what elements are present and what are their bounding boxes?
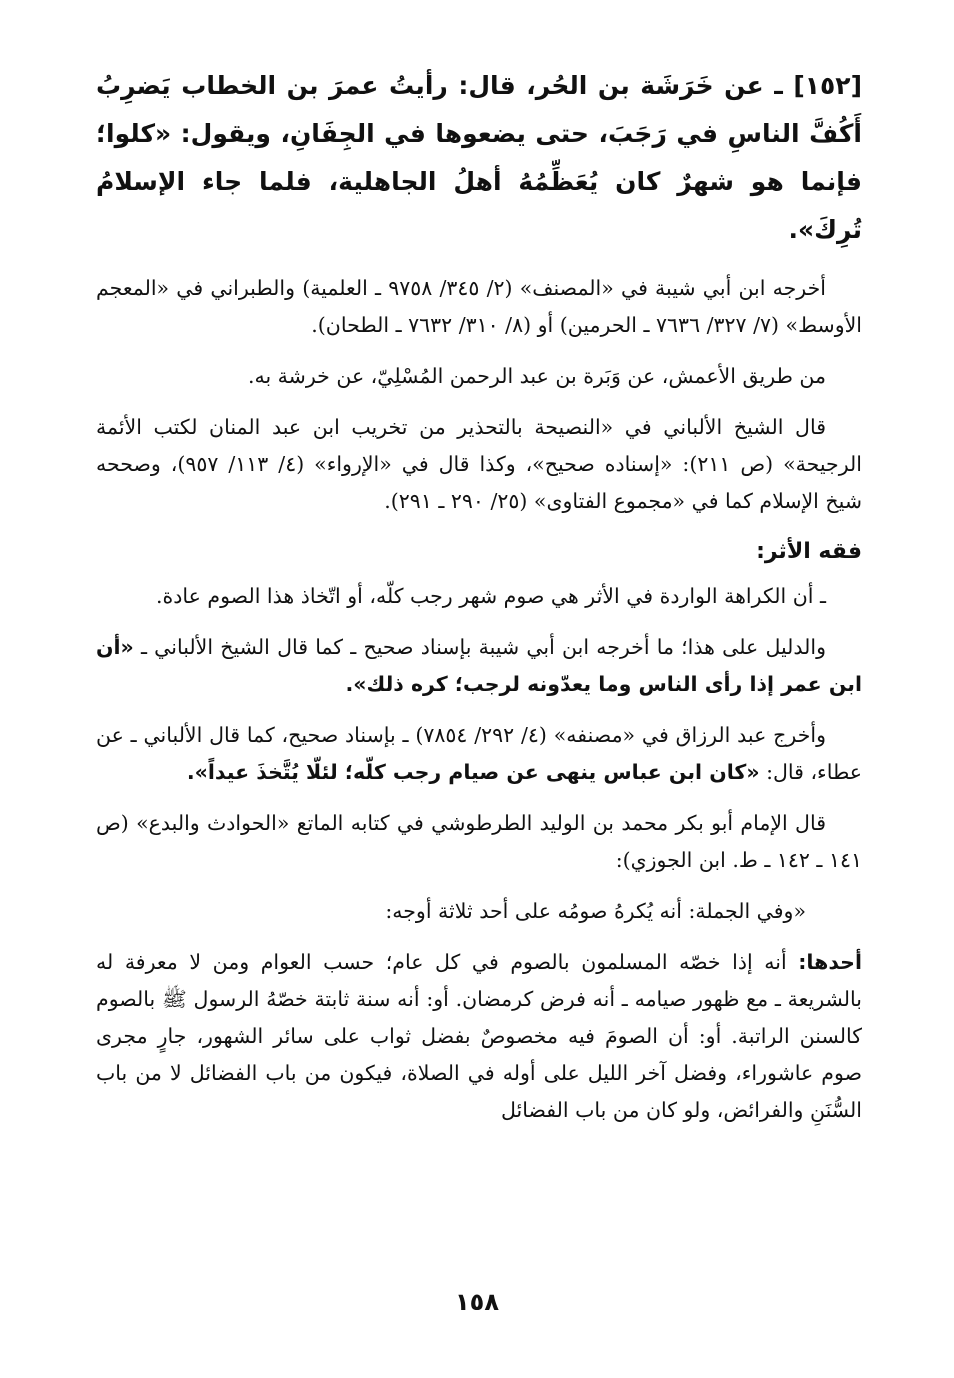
fiqh-paragraph-2	[96, 629, 862, 703]
first-aspect-text: أنه إذا خصّه المسلمون بالصوم في كل عام؛ حسب العوام ومن لا معرفة له بالشريعة ـ مع ظهور صيامه ـ أنه فرض كرمضان. أو: أنه سنة ثابتة خصّهُ الرسول ﷺ بالصوم كالسنن الراتبة. أو: أن الصومَ فيه مخصوصٌ بفضل ثواب على سائر الشهور، جارٍ مجرى صوم عاشوراء، وفضل آخر الليل على أوله في الصلاة، فيكون من باب الفضائل لا من باب السُّنَنِ والفرائض، ولو كان من باب الفضائل	[96, 950, 862, 1122]
fiqh-paragraph-5	[96, 944, 862, 1129]
takhrij-paragraph-1: أخرجه ابن أبي شيبة في «المصنف» (٢/ ٣٤٥/ ٩٧٥٨ ـ العلمية) والطبراني في «المعجم الأوسط» (٧/ ٣٢٧/ ٧٦٣٦ ـ الحرمين) أو (٨/ ٣١٠/ ٧٦٣٢ ـ الطحان).	[96, 276, 862, 337]
fiqh-paragraph-4: قال الإمام أبو بكر محمد بن الوليد الطرطوشي في كتابه الماتع «الحوادث والبدع» (ص ١٤١ ـ ١٤٢ ـ ط. ابن الجوزي):	[96, 811, 862, 872]
takhrij-paragraph-2: من طريق الأعمش، عن وَبَرة بن عبد الرحمن المُسْلِيّ، عن خرشة به.	[247, 364, 826, 388]
fiqh-paragraph-1: ـ أن الكراهة الواردة في الأثر هي صوم شهر رجب كلّه، أو اتّخاذ هذا الصوم عادة.	[156, 584, 826, 608]
hadith-text: [١٥٢] ـ عن خَرَشَة بن الحُر، قال: رأيتُ عمرَ بن الخطاب يَضرِبُ أَكُفَّ الناسِ في رَجَبَ، حتى يضعوها في الجِفَانِ، ويقول: «كلوا؛ فإنما هو شهرٌ كان يُعَظِّمُهُ أهلُ الجاهلية، فلما جاء الإسلامُ تُرِكَ».	[96, 71, 862, 244]
page-number: ١٥٨	[455, 1288, 499, 1316]
fiqh-paragraph-3-text: وأخرج عبد الرزاق في «مصنفه» (٤/ ٢٩٢/ ٧٨٥٤) ـ بإسناد صحيح، كما قال الألباني ـ عن عطاء، قال:	[96, 723, 862, 784]
quote-intro: «وفي الجملة: أنه يُكرهُ صومُه على أحد ثلاثة أوجه:	[385, 899, 806, 923]
fiqh-paragraph-3	[96, 717, 862, 791]
section-heading: فقه الأثر:	[756, 539, 862, 564]
fiqh-paragraph-2-text: والدليل على هذا؛ ما أخرجه ابن أبي شيبة بإسناد صحيح ـ كما قال الشيخ الألباني ـ	[133, 635, 826, 659]
takhrij-paragraph-3: قال الشيخ الألباني في «النصيحة بالتحذير من تخريب ابن عبد المنان لكتب الأئمة الرجيحة» (ص ٢١١): «إسناده صحيح»، وكذا قال في «الإرواء» (٤/ ١١٣/ ٩٥٧)، وصححه شيخ الإسلام كما في «مجموع الفتاوى» (٢٥/ ٢٩٠ ـ ٢٩١).	[96, 415, 862, 513]
first-aspect-label: أحدها:	[798, 950, 862, 974]
fiqh-paragraph-3-quote: «كان ابن عباس ينهى عن صيام رجب كلّه؛ لئلّا يُتَّخذَ عيداً».	[186, 760, 760, 784]
fiqh-paragraph-2-quote: «أن ابن عمر إذا رأى الناس وما يعدّونه لرجب؛ كره ذلك».	[96, 635, 862, 696]
